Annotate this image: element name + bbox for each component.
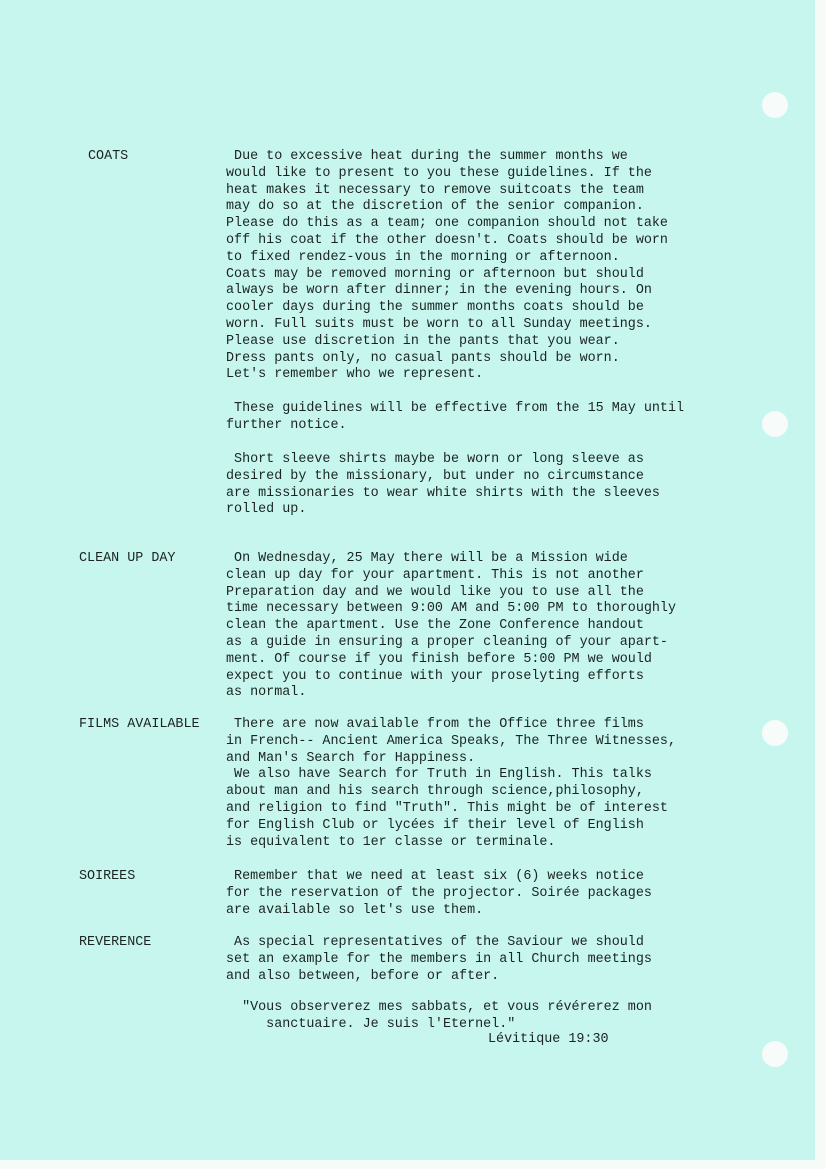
punch-hole [762, 720, 788, 746]
cleanup-paragraph: On Wednesday, 25 May there will be a Mission wide clean up day for your apartment. This is not another Preparation day and we would like you to use all the time necessary between 9:00 AM and 5:00 PM to thoroughly clean the apartment. Use the Zone Conference handout as a guide in ensuring a proper cleaning of your apart- ment. Of course if you finish before 5:00 PM we would expect you to continue with your proselyting efforts as normal. [226, 551, 676, 701]
bleed-through-text [300, 14, 750, 54]
heading-reverence: REVERENCE [79, 935, 152, 950]
coats-paragraph-2: These guidelines will be effective from the 15 May until further notice. [226, 401, 685, 433]
punch-hole [762, 92, 788, 118]
heading-coats: COATS [88, 149, 129, 164]
reverence-quote: "Vous observerez mes sabbats, et vous révérerez mon sanctuaire. Je suis l'Eternel." [242, 1000, 652, 1032]
punch-hole [762, 1041, 788, 1067]
heading-soirees: SOIREES [79, 869, 136, 884]
films-paragraph: There are now available from the Office three films in French-- Ancient America Speaks, The Three Witnesses, and Man's Search for Happiness. We also have Search for Truth in English. This talks about man and his search through science,philosophy, and religion to find "Truth". This might be of interest for English Club or lycées if their level of English is equivalent to 1er classe or terminale. [226, 717, 676, 850]
reverence-paragraph: As special representatives of the Saviour we should set an example for the members in all Church meetings and also between, before or after. [226, 935, 652, 984]
heading-clean-up-day: CLEAN UP DAY [79, 551, 176, 566]
quote-citation: Lévitique 19:30 [488, 1032, 609, 1047]
coats-paragraph-3: Short sleeve shirts maybe be worn or long sleeve as desired by the missionary, but under no circumstance are missionaries to wear white shirts with the sleeves rolled up. [226, 452, 660, 518]
punch-hole [762, 411, 788, 437]
soirees-paragraph: Remember that we need at least six (6) weeks notice for the reservation of the projector. Soirée packages are available so let's use them. [226, 869, 652, 918]
heading-films-available: FILMS AVAILABLE [79, 717, 200, 732]
coats-paragraph-1: Due to excessive heat during the summer months we would like to present to you these guidelines. If the heat makes it necessary to remove suitcoats the team may do so at the discretion of the senior companion. Please do this as a team; one companion should not take off his coat if the other doesn't. Coats should be worn to fixed rendez-vous in the morning or afternoon. Coats may be removed morning or afternoon but should always be worn after dinner; in the evening hours. On cooler days during the summer months coats should be worn. Full suits must be worn to all Sunday meetings. Please use discretion in the pants that you wear. Dress pants only, no casual pants should be worn. Let's remember who we represent. [226, 149, 668, 383]
